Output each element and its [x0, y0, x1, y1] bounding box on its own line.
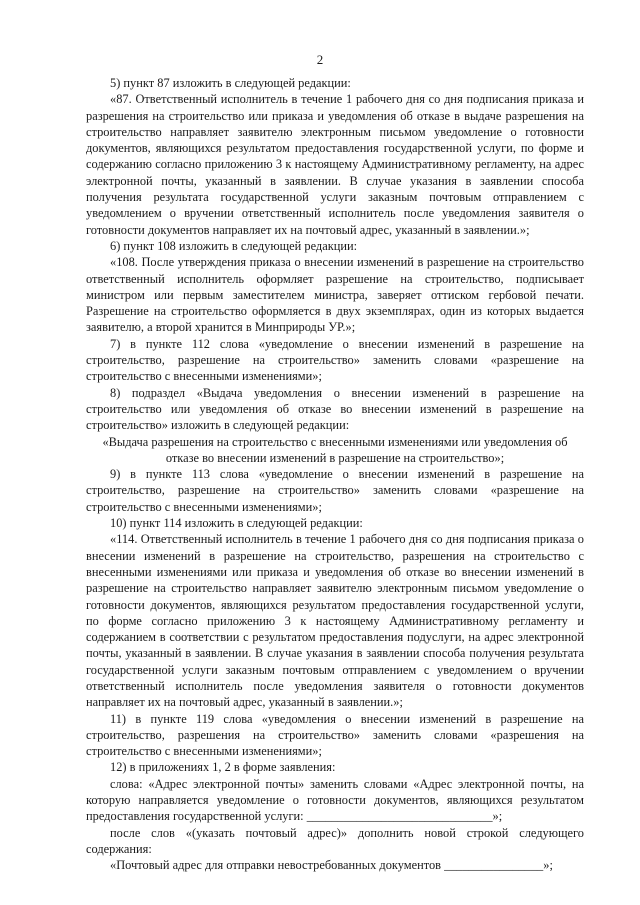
paragraph-item-11: 11) в пункте 119 слова «уведомления о внесении изменений в разрешение на строительство, разрешения на строительство» заменить словами «разрешения на строительство с внесенными изменениями»; — [86, 711, 584, 759]
paragraph-item-9: 9) в пункте 113 слова «уведомление о внесении изменений в разрешение на строительство, разрешение на строительство» заменить словами «разрешение на строительство с внесенными изменениями»; — [86, 467, 584, 514]
paragraph-item-6-heading: 6) пункт 108 изложить в следующей редакции: — [110, 238, 358, 253]
paragraph-item-7: 7) в пункте 112 слова «уведомление о внесении изменений в разрешение на строительство, разрешение на строительство» заменить словами «разрешение на строительство с внесенными изменениями»; — [86, 336, 584, 384]
paragraph-email-replacement: слова: «Адрес электронной почты» заменить словами «Адрес электронной почты, на которую направляется уведомление о готовности документов, являющихся результатом предоставления государственной услуги: ______________________________»; — [86, 776, 584, 824]
subsection-title-quote: «Выдача разрешения на строительство с внесенными изменениями или уведомления об отказе во внесении изменений в разрешение на строительство»; — [102, 434, 568, 465]
document-body — [86, 75, 584, 874]
paragraph-87-text: «87. Ответственный исполнитель в течение 1 рабочего дня со дня подписания приказа и разрешения на строительство или приказа и уведомления об отказе в выдаче разрешения на строительство направляет заявителю электронным письмом уведомление о готовности документов, являющихся результатом предоставления государственной услуги, по форме и содержанию согласно приложению 3 к настоящему Административному регламенту, на адрес электронной почты, указанный в заявлении. В случае указания в заявлении способа получения результата государственной услуги заказным почтовым отправлением с уведомлением о вручении ответственный исполнитель после уведомления заявителя о готовности документов направляет их на почтовый адрес, указанный в заявлении.»; — [86, 92, 584, 237]
paragraph-108-text: «108. После утверждения приказа о внесении изменений в разрешение на строительство ответственный исполнитель оформляет разрешение на строительство, подписывает министром или первым заместителем министра, заверяет оттиском гербовой печати. Разрешение на строительство оформляется в двух экземплярах, один из которых выдается заявителю, а второй хранится в Минприроды УР.»; — [86, 255, 584, 335]
paragraph-item-10-heading: 10) пункт 114 изложить в следующей редакции: — [110, 516, 363, 531]
paragraph-item-8: 8) подраздел «Выдача уведомления о внесении изменений в разрешение на строительство или уведомления об отказе во внесении изменений в разрешение на строительство» изложить в следующей редакции: — [86, 385, 584, 433]
paragraph-item-5-heading: 5) пункт 87 изложить в следующей редакции: — [110, 76, 351, 90]
paragraph-item-12-heading: 12) в приложениях 1, 2 в форме заявления: — [110, 760, 336, 775]
paragraph-114-text: «114. Ответственный исполнитель в течение 1 рабочего дня со дня подписания приказа о внесении изменений в разрешение на строительство, разрешения на строительство с внесенными изменениями или приказа и уведомления об отказе во внесении изменений в разрешение на строительство направляет заявителю электронным письмом уведомление о готовности документов, являющихся результатом предоставления государственной услуги, по форме согласно приложению 3 к настоящему Административному регламенту и содержанием в соответствии с результатом предоставления подуслуги, на адрес электронной почты, указанный в заявлении. В случае указания в заявлении способа получения результата государственной услуги заказным почтовым отправлением с уведомлением о вручении ответственный исполнитель после уведомления заявителя о готовности документов направляет их на почтовый адрес, указанный в заявлении.»; — [86, 532, 584, 710]
paragraph-postal-addition: после слов «(указать почтовый адрес)» дополнить новой строкой следующего содержания: — [86, 825, 584, 856]
paragraph-postal-address-line: «Почтовый адрес для отправки невостребованных документов ________________»; — [110, 858, 553, 873]
page-number: 2 — [316, 52, 324, 67]
